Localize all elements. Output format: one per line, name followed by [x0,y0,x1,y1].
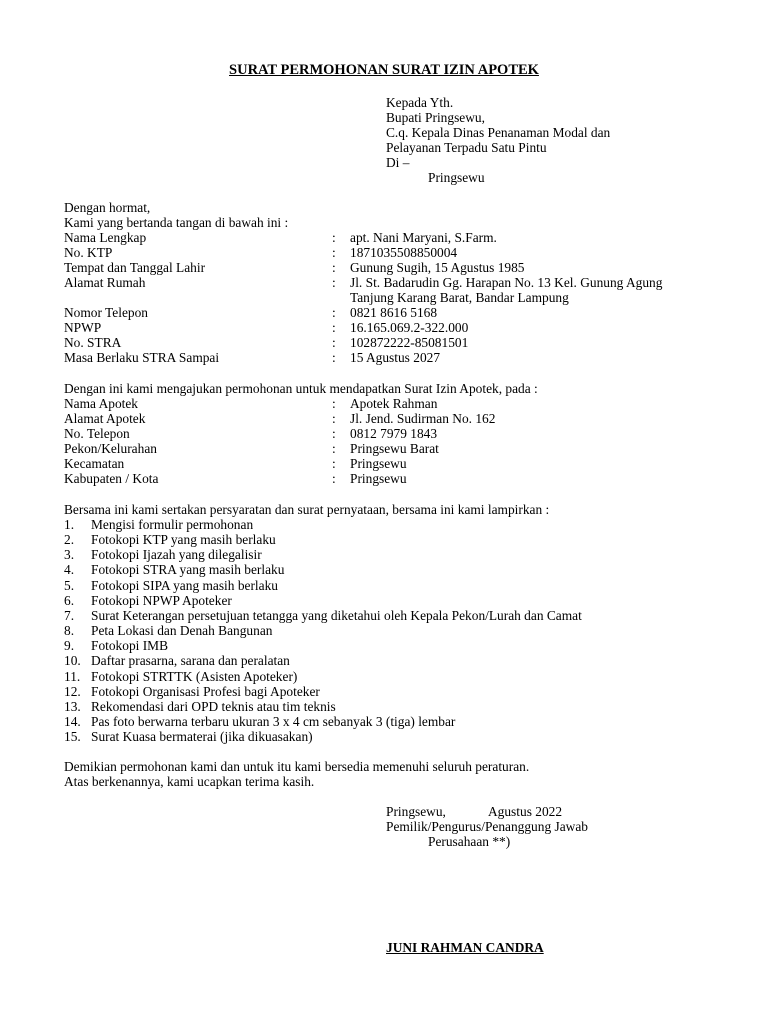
applicant-field-label: Nama Lengkap [64,230,147,245]
attachment-number: 13. [64,698,81,714]
pharmacy-field-label: Kecamatan [64,456,125,471]
recipient-line: Kepada Yth. [386,95,454,110]
pharmacy-field-value: Apotek Rahman [350,396,438,411]
attachments-intro: Bersama ini kami sertakan persyaratan dan surat pernyataan, bersama ini kami lampirkan : [64,502,550,517]
request-intro: Dengan ini kami mengajukan permohonan untuk mendapatkan Surat Izin Apotek, pada : [64,381,538,396]
applicant-field-label: No. STRA [64,335,122,350]
recipient-line: C.q. Kepala Dinas Penanaman Modal dan [386,125,611,140]
attachment-text: Fotokopi STRA yang masih berlaku [91,562,285,578]
attachment-text: Fotokopi STRTTK (Asisten Apoteker) [91,668,298,684]
pharmacy-field-label: Nama Apotek [64,396,139,411]
colon-separator: : [332,411,336,426]
colon-separator: : [332,335,336,350]
applicant-field-label: Tempat dan Tanggal Lahir [64,260,206,275]
closing-thanks: Atas berkenannya, kami ucapkan terima kasih. [64,774,315,789]
recipient-line: Di – [386,155,410,170]
attachment-text: Mengisi formulir permohonan [91,517,254,532]
attachment-text: Fotokopi Ijazah yang dilegalisir [91,547,262,563]
document-title: SURAT PERMOHONAN SURAT IZIN APOTEK [229,62,539,78]
applicant-field-value: 16.165.069.2-322.000 [350,320,469,335]
recipient-line: Bupati Pringsewu, [386,110,485,125]
applicant-field-value: 1871035508850004 [350,245,458,260]
attachment-text: Surat Kuasa bermaterai (jika dikuasakan) [91,729,313,745]
closing-statement: Demikian permohonan kami dan untuk itu kami bersedia memenuhi seluruh peraturan. [64,759,530,774]
attachment-number: 8. [64,623,75,639]
attachment-number: 15. [64,729,81,745]
applicant-field-label: Nomor Telepon [64,305,148,320]
attachment-text: Fotokopi SIPA yang masih berlaku [91,577,278,593]
attachment-text: Daftar prasarna, sarana dan peralatan [91,653,290,669]
recipient-line: Pringsewu [428,170,485,185]
attachment-text: Fotokopi NPWP Apoteker [91,592,232,608]
applicant-field-value: 15 Agustus 2027 [350,350,441,365]
recipient-line: Pelayanan Terpadu Satu Pintu [386,140,547,155]
applicant-field-value: 102872222-85081501 [350,335,469,350]
attachment-text: Rekomendasi dari OPD teknis atau tim teknis [91,698,336,714]
attachment-text: Fotokopi IMB [91,638,169,654]
sign-place: Pringsewu, [386,804,446,819]
pharmacy-field-label: Pekon/Kelurahan [64,441,157,456]
applicant-field-label: No. KTP [64,245,113,260]
applicant-field-value: Jl. St. Badarudin Gg. Harapan No. 13 Kel. Gunung Agung [350,275,663,290]
colon-separator: : [332,245,336,260]
applicant-field-label: NPWP [64,320,102,335]
attachment-text: Fotokopi KTP yang masih berlaku [91,532,276,548]
colon-separator: : [332,230,336,245]
colon-separator: : [332,305,336,320]
pharmacy-field-value: Jl. Jend. Sudirman No. 162 [350,411,496,426]
attachment-number: 14. [64,713,81,729]
colon-separator: : [332,456,336,471]
pharmacy-field-value: Pringsewu [350,471,407,486]
attachment-text: Surat Keterangan persetujuan tetangga yang diketahui oleh Kepala Pekon/Lurah dan Camat [91,607,582,623]
pharmacy-field-value: Pringsewu [350,456,407,471]
pharmacy-field-value: 0812 7979 1843 [350,426,438,441]
attachment-number: 9. [64,638,75,654]
colon-separator: : [332,396,336,411]
colon-separator: : [332,275,336,290]
attachment-number: 6. [64,592,75,608]
attachment-number: 7. [64,607,75,623]
attachment-number: 3. [64,547,75,563]
pharmacy-field-label: Alamat Apotek [64,411,146,426]
colon-separator: : [332,471,336,486]
attachment-number: 10. [64,653,81,669]
attachment-text: Pas foto berwarna terbaru ukuran 3 x 4 cm sebanyak 3 (tiga) lembar [91,713,456,729]
sign-date: Agustus 2022 [488,804,563,819]
intro-text: Kami yang bertanda tangan di bawah ini : [64,215,289,230]
attachment-number: 1. [64,517,75,532]
signer-name: JUNI RAHMAN CANDRA [386,940,544,955]
colon-separator: : [332,426,336,441]
applicant-field-label: Alamat Rumah [64,275,146,290]
applicant-field-label: Masa Berlaku STRA Sampai [64,350,220,365]
applicant-field-value: 0821 8616 5168 [350,305,438,320]
attachment-text: Peta Lokasi dan Denah Bangunan [91,623,273,639]
colon-separator: : [332,260,336,275]
sign-role-company: Perusahaan **) [428,834,511,849]
greeting: Dengan hormat, [64,200,151,215]
pharmacy-field-label: No. Telepon [64,426,130,441]
attachment-number: 11. [64,668,81,684]
pharmacy-field-label: Kabupaten / Kota [64,471,159,486]
applicant-field-value: apt. Nani Maryani, S.Farm. [350,230,497,245]
attachment-number: 2. [64,532,75,548]
attachment-number: 12. [64,683,81,699]
pharmacy-field-value: Pringsewu Barat [350,441,439,456]
colon-separator: : [332,441,336,456]
colon-separator: : [332,350,336,365]
applicant-field-value: Gunung Sugih, 15 Agustus 1985 [350,260,525,275]
attachment-number: 4. [64,562,75,578]
attachment-text: Fotokopi Organisasi Profesi bagi Apoteker [91,683,320,699]
sign-role: Pemilik/Pengurus/Penanggung Jawab [386,819,588,834]
attachment-number: 5. [64,577,75,593]
colon-separator: : [332,320,336,335]
applicant-field-value: Tanjung Karang Barat, Bandar Lampung [350,290,569,305]
